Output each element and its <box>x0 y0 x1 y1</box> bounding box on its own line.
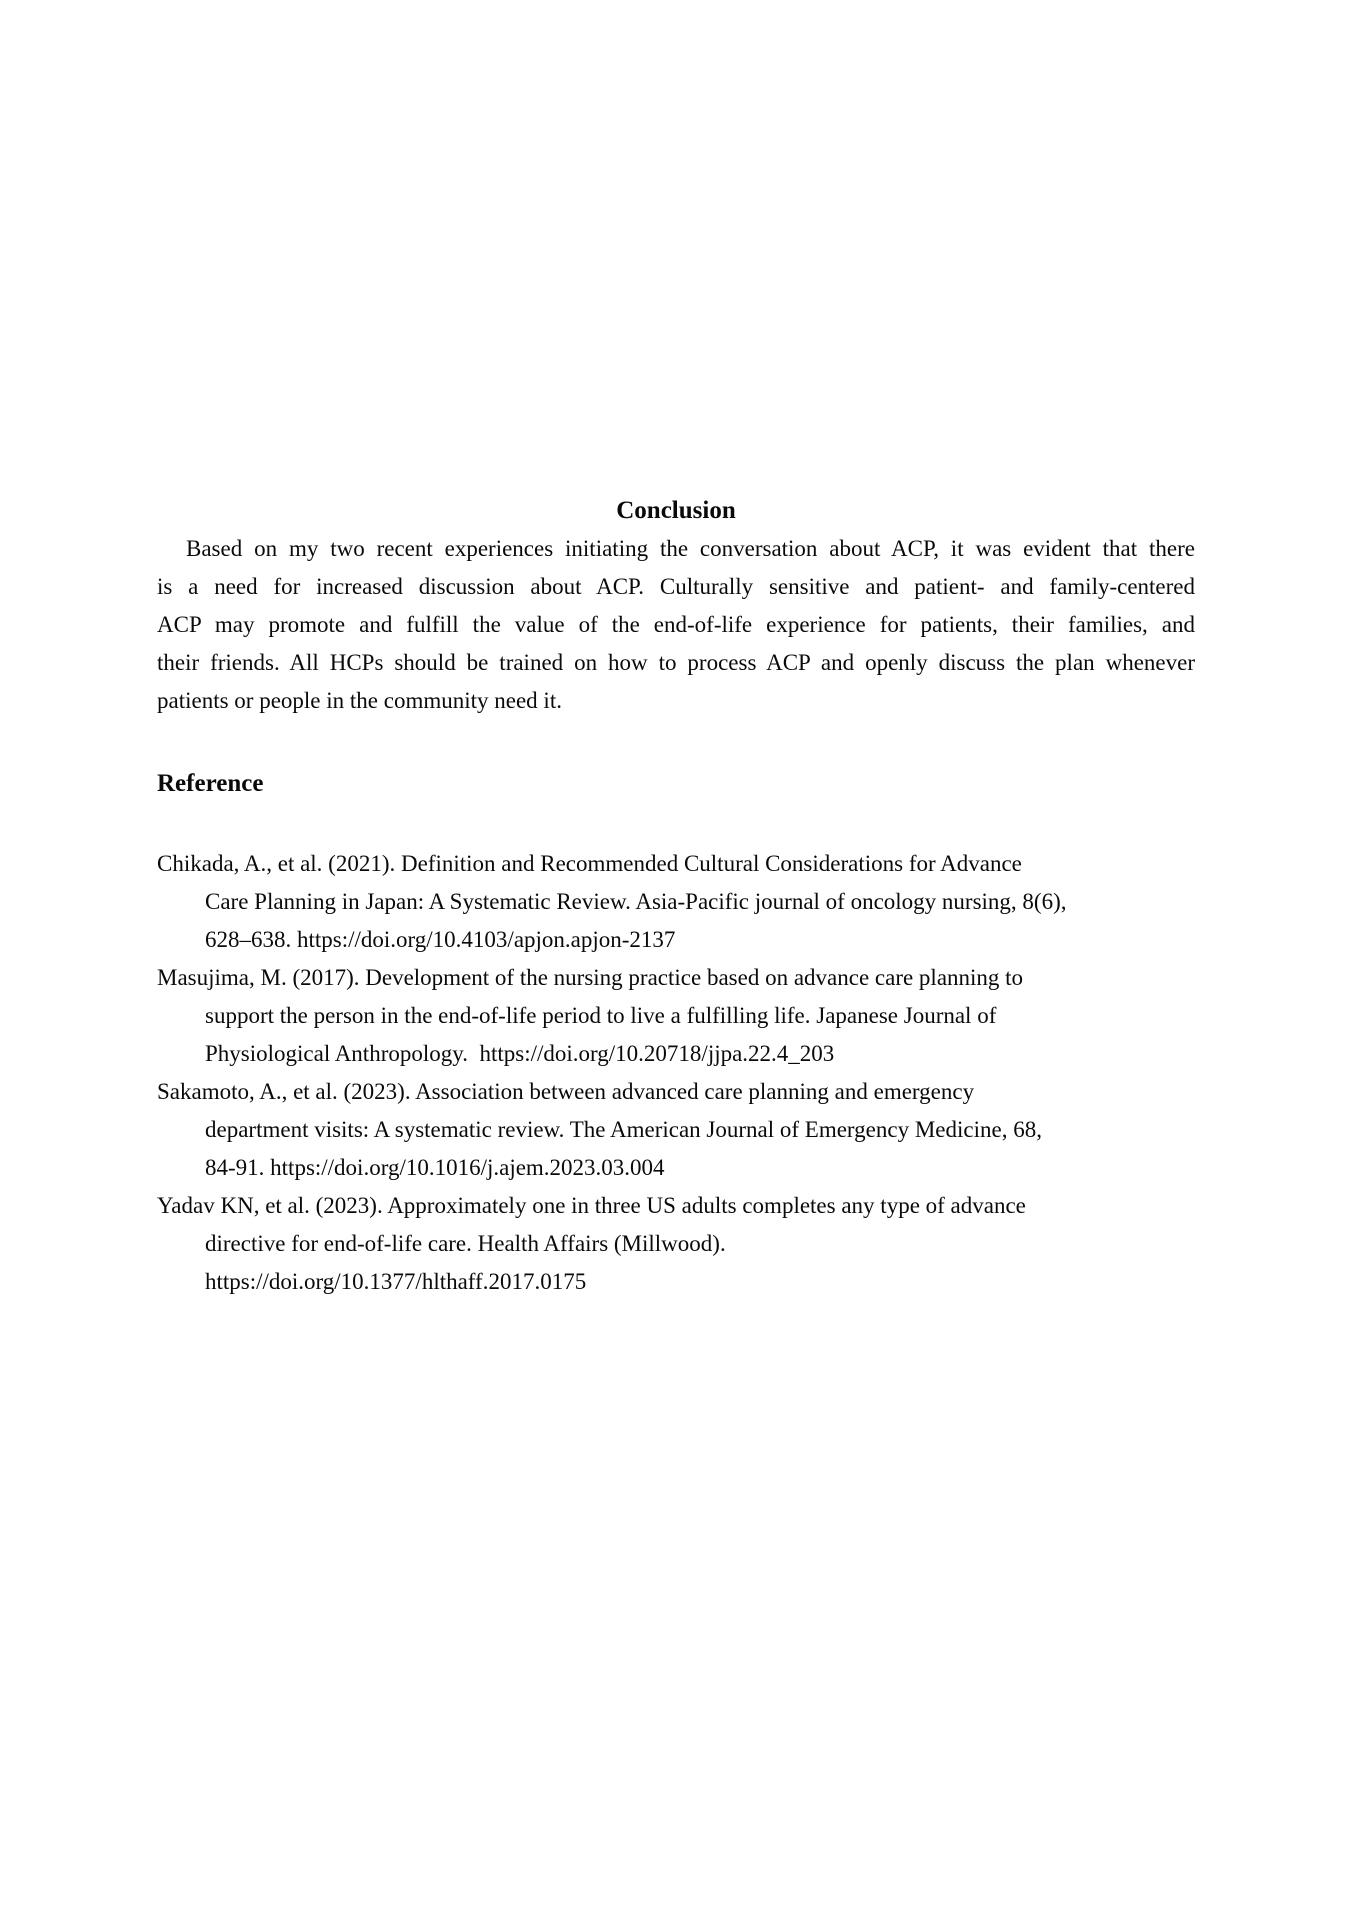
reference-line: department visits: A systematic review. The American Journal of Emergency Medicine, 68, <box>205 1117 1042 1142</box>
reference-entry <box>157 1187 1195 1301</box>
reference-line: Yadav KN, et al. (2023). Approximately one in three US adults completes any type of advance <box>157 1193 1026 1218</box>
paragraph-line: ACP may promote and fulfill the value of the end-of-life experience for patients, their families, and <box>157 612 1195 637</box>
reference-line: https://doi.org/10.1377/hlthaff.2017.0175 <box>205 1269 587 1294</box>
reference-line: Care Planning in Japan: A Systematic Review. Asia-Pacific journal of oncology nursing, 8(6), <box>205 889 1067 914</box>
reference-entry <box>157 845 1195 959</box>
conclusion-paragraph <box>157 530 1195 720</box>
paragraph-line: is a need for increased discussion about ACP. Culturally sensitive and patient- and family-centered <box>157 574 1195 599</box>
reference-list <box>157 845 1195 1301</box>
document-content <box>157 492 1195 1301</box>
reference-entry <box>157 1073 1195 1187</box>
reference-line: Chikada, A., et al. (2021). Definition and Recommended Cultural Considerations for Advance <box>157 851 1022 876</box>
reference-line: Sakamoto, A., et al. (2023). Association between advanced care planning and emergency <box>157 1079 975 1104</box>
reference-line: Masujima, M. (2017). Development of the nursing practice based on advance care planning to <box>157 965 1024 990</box>
paragraph-line: patients or people in the community need it. <box>157 688 562 713</box>
reference-entry <box>157 959 1195 1073</box>
reference-line: directive for end-of-life care. Health Affairs (Millwood). <box>205 1231 726 1256</box>
paragraph-line: their friends. All HCPs should be trained on how to process ACP and openly discuss the plan whenever <box>157 650 1195 675</box>
reference-line: Physiological Anthropology. https://doi.org/10.20718/jjpa.22.4_203 <box>205 1041 835 1066</box>
reference-heading: Reference <box>157 770 264 797</box>
conclusion-heading: Conclusion <box>616 497 736 524</box>
paragraph-line: Based on my two recent experiences initiating the conversation about ACP, it was evident that there <box>186 536 1195 561</box>
reference-line: 84-91. https://doi.org/10.1016/j.ajem.2023.03.004 <box>205 1155 665 1180</box>
reference-line: support the person in the end-of-life period to live a fulfilling life. Japanese Journal of <box>205 1003 997 1028</box>
reference-line: 628–638. https://doi.org/10.4103/apjon.apjon-2137 <box>205 927 676 952</box>
